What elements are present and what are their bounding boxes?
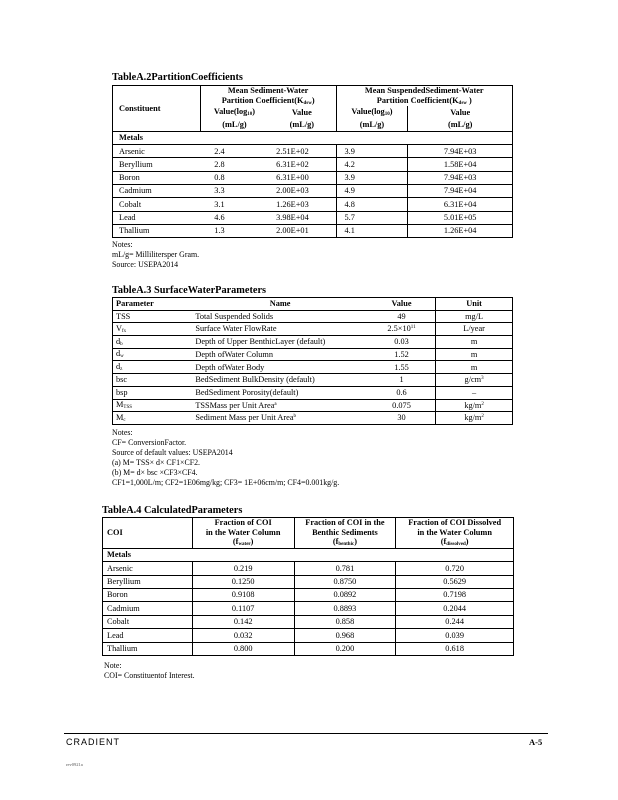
table-row	[113, 348, 513, 361]
table-a2-unit: (mL/g)	[268, 119, 336, 132]
parameter-name: TSSMass per Unit Area$^a$	[192, 399, 368, 412]
table-a2-header-log1: $Value(\log_{10})$	[213, 107, 256, 118]
log-value: 3.1	[200, 198, 268, 211]
log-value: 0.8	[200, 171, 268, 184]
parameter-symbol: bsc	[113, 374, 193, 387]
parameter-value: 0.075	[368, 399, 436, 412]
parameter-value: $2.5\times 10^{11}$	[368, 323, 436, 336]
log-value: 4.9	[336, 185, 408, 198]
parameter-value: 0.6	[368, 386, 436, 399]
table-a2-unit: (mL/g)	[447, 119, 473, 129]
coi-name: Thallium	[103, 642, 193, 655]
footer-divider	[64, 733, 548, 734]
fraction-dissolved: 0.5629	[396, 575, 514, 588]
fraction-dissolved: 0.618	[396, 642, 514, 655]
constituent-name: Boron	[113, 171, 201, 184]
value: 6.31E+00	[268, 171, 336, 184]
value: 3.98E+04	[268, 211, 336, 224]
footer-logo: CRADIENT	[66, 737, 121, 747]
table-row	[103, 602, 514, 615]
table-row	[113, 323, 513, 336]
fraction-benthic: 0.8893	[294, 602, 396, 615]
constituent-name: Beryllium	[113, 158, 201, 171]
parameter-symbol: $d_w$	[113, 348, 193, 361]
log-value: 4.8	[336, 198, 408, 211]
table-row	[113, 158, 513, 171]
table-row	[113, 185, 513, 198]
table-a2-header-log2: $Value(\log_{10})$	[336, 106, 408, 118]
parameter-value: 1.52	[368, 348, 436, 361]
table-row	[113, 336, 513, 349]
table-row	[113, 374, 513, 387]
table-row	[103, 642, 514, 655]
parameter-unit: –	[436, 386, 513, 399]
table-a3	[112, 297, 513, 425]
constituent-name: Cobalt	[113, 198, 201, 211]
table-a3-header-parameter: Parameter	[113, 298, 193, 311]
table-a2-header-val2: Value	[450, 107, 471, 117]
fraction-benthic: 0.858	[294, 615, 396, 628]
coi-name: Cobalt	[103, 615, 193, 628]
coi-name: Boron	[103, 588, 193, 601]
table-a3-title: TableA.3 SurfaceWaterParameters	[112, 285, 267, 296]
table-row	[113, 399, 513, 412]
fraction-water: 0.219	[192, 562, 294, 575]
log-value: 3.9	[336, 171, 408, 184]
log-value: 3.9	[336, 145, 408, 158]
table-a2	[112, 85, 513, 238]
table-a4	[102, 517, 514, 656]
coi-name: Beryllium	[103, 575, 193, 588]
value: 1.58E+04	[408, 158, 513, 171]
table-row	[103, 629, 514, 642]
parameter-unit: $kg/m^2$	[436, 412, 513, 425]
table-row	[113, 310, 513, 323]
table-row	[113, 412, 513, 425]
parameter-symbol: bsp	[113, 386, 193, 399]
fraction-water: 0.1250	[192, 575, 294, 588]
table-row	[103, 562, 514, 575]
table-row	[103, 575, 514, 588]
table-row	[113, 211, 513, 224]
value: 1.26E+03	[268, 198, 336, 211]
value: 6.31E+04	[408, 198, 513, 211]
log-value: 4.2	[336, 158, 408, 171]
value: 7.94E+03	[408, 145, 513, 158]
parameter-name: Total Suspended Solids	[192, 310, 368, 323]
table-a2-header-group1: Mean Sediment-Water Partition $Coefficient(K_{dsw})$	[200, 86, 336, 107]
fraction-benthic: 0.968	[294, 629, 396, 642]
parameter-value: 0.03	[368, 336, 436, 349]
parameter-symbol: $V_{fx}$	[113, 323, 193, 336]
value: 1.26E+04	[408, 224, 513, 237]
fraction-water: 0.142	[192, 615, 294, 628]
parameter-unit: mg/L	[436, 310, 513, 323]
value: 5.01E+05	[408, 211, 513, 224]
table-a2-group-metals: Metals	[113, 131, 201, 144]
parameter-symbol: $d_z$	[113, 361, 193, 374]
parameter-name: Depth of Upper BenthicLayer (default)	[192, 336, 368, 349]
value: 7.94E+03	[408, 171, 513, 184]
constituent-name: Cadmium	[113, 185, 201, 198]
parameter-symbol: $M_{TSS}$	[113, 399, 193, 412]
log-value: 5.7	[336, 211, 408, 224]
table-row	[113, 171, 513, 184]
parameter-symbol: $d_b$	[113, 336, 193, 349]
fraction-water: 0.032	[192, 629, 294, 642]
fraction-dissolved: 0.7198	[396, 588, 514, 601]
parameter-name: Surface Water FlowRate	[192, 323, 368, 336]
fraction-water: 0.800	[192, 642, 294, 655]
value: 2.00E+03	[268, 185, 336, 198]
parameter-value: 30	[368, 412, 436, 425]
parameter-value: 1	[368, 374, 436, 387]
parameter-unit: m	[436, 348, 513, 361]
fraction-benthic: 0.200	[294, 642, 396, 655]
log-value: 1.3	[200, 224, 268, 237]
table-row	[113, 224, 513, 237]
table-row	[103, 588, 514, 601]
fraction-benthic: 0.8750	[294, 575, 396, 588]
table-row	[113, 145, 513, 158]
table-a4-group-metals: Metals	[103, 548, 193, 561]
value: 2.51E+02	[268, 145, 336, 158]
table-a2-unit: (mL/g)	[336, 119, 408, 132]
parameter-value: 1.55	[368, 361, 436, 374]
table-row	[113, 386, 513, 399]
page-number: A-5	[529, 737, 543, 747]
log-value: 4.6	[200, 211, 268, 224]
fraction-water: 0.9108	[192, 588, 294, 601]
value: 6.31E+02	[268, 158, 336, 171]
parameter-unit: m	[436, 336, 513, 349]
log-value: 2.8	[200, 158, 268, 171]
parameter-unit: $kg/m^2$	[436, 399, 513, 412]
table-a2-title: TableA.2PartitionCoefficients	[112, 72, 243, 83]
table-a3-notes: Notes: CF= ConversionFactor. Source of default values: USEPA2014 (a) M= TSS× d× CF1×CF2. (b) M= d× bsc ×CF3×CF4. CF1=1,000L/m; CF2=1E06mg/kg; CF3= 1E+06cm/m; CF4=0.001kg/g.	[112, 428, 340, 487]
fraction-benthic: 0.781	[294, 562, 396, 575]
table-row	[113, 198, 513, 211]
parameter-name: Sediment Mass per Unit Area$^b$	[192, 412, 368, 425]
table-a4-header-dissolved: Fraction of COI Dissolved in the Water Column $(f_{dissolved})$	[408, 518, 502, 548]
constituent-name: Thallium	[113, 224, 201, 237]
parameter-unit: $g/cm^3$	[436, 374, 513, 387]
parameter-symbol: TSS	[113, 310, 193, 323]
table-a3-header-value: Value	[368, 298, 436, 311]
parameter-name: BedSediment Porosity(default)	[192, 386, 368, 399]
table-a3-header-unit: Unit	[436, 298, 513, 311]
log-value: 2.4	[200, 145, 268, 158]
table-a2-unit: (mL/g)	[222, 119, 247, 129]
table-a3-header-name: Name	[192, 298, 368, 311]
fraction-dissolved: 0.720	[396, 562, 514, 575]
fraction-dissolved: 0.039	[396, 629, 514, 642]
constituent-name: Arsenic	[113, 145, 201, 158]
constituent-name: Lead	[113, 211, 201, 224]
coi-name: Lead	[103, 629, 193, 642]
parameter-name: Depth ofWater Body	[192, 361, 368, 374]
footer-code: rev0921a	[66, 762, 83, 767]
coi-name: Cadmium	[103, 602, 193, 615]
parameter-unit: m	[436, 361, 513, 374]
table-row	[113, 361, 513, 374]
table-a2-header-constituent: Constituent	[113, 86, 201, 132]
table-a4-header-coi: COI	[103, 518, 193, 549]
fraction-dissolved: 0.244	[396, 615, 514, 628]
table-a4-notes: Note: COI= Constituentof Interest.	[104, 661, 195, 680]
parameter-symbol: $M_c$	[113, 412, 193, 425]
table-a4-header-water: Fraction of COI in the Water Column $(f_{water})$	[192, 518, 294, 549]
fraction-water: 0.1107	[192, 602, 294, 615]
coi-name: Arsenic	[103, 562, 193, 575]
table-a2-header-val1: Value	[268, 106, 336, 118]
parameter-value: 49	[368, 310, 436, 323]
value: 2.00E+01	[268, 224, 336, 237]
parameter-name: BedSediment BulkDensity (default)	[192, 374, 368, 387]
table-a4-title: TableA.4 CalculatedParameters	[102, 505, 243, 516]
table-a2-notes: Notes: mL/g= Millilitersper Gram. Source: USEPA2014	[112, 240, 200, 269]
table-a4-header-benthic: Fraction of COI in the Benthic Sediments $(f_{benthic})$	[294, 518, 396, 549]
log-value: 3.3	[200, 185, 268, 198]
table-a2-header-group2: Mean SuspendedSediment-Water Partition $Coefficient(K_{dsw}$ )	[364, 86, 484, 106]
parameter-unit: L/year	[436, 323, 513, 336]
fraction-dissolved: 0.2044	[396, 602, 514, 615]
log-value: 4.1	[336, 224, 408, 237]
fraction-benthic: 0.0892	[294, 588, 396, 601]
value: 7.94E+04	[408, 185, 513, 198]
table-row	[103, 615, 514, 628]
parameter-name: Depth ofWater Column	[192, 348, 368, 361]
